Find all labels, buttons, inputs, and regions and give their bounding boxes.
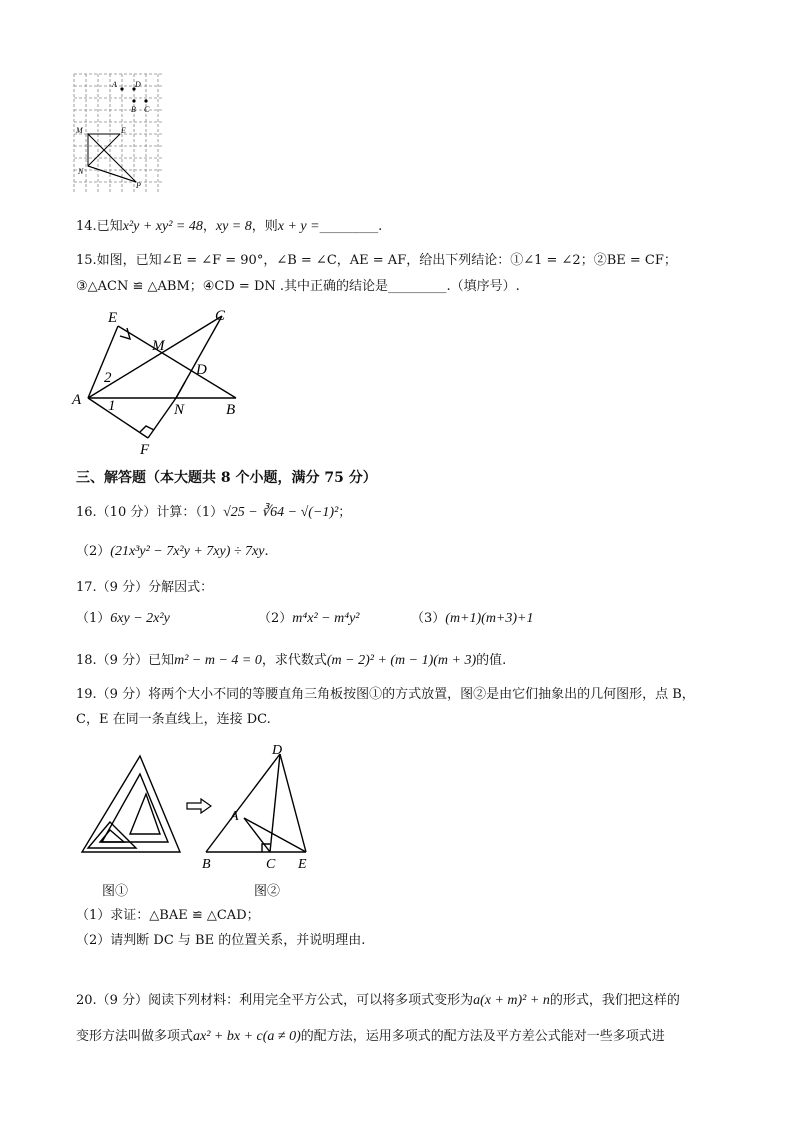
q17-part1 — [76, 610, 170, 628]
q15-label-1: 1 — [108, 398, 116, 414]
q18-prefix: 18.（9 分）已知 — [76, 653, 175, 668]
grid-figure — [70, 70, 170, 194]
q19-figure-2 — [198, 740, 318, 872]
q14-sep: ， — [202, 219, 216, 234]
grid-label-a: A — [112, 80, 117, 89]
q18-end: 的值. — [476, 653, 507, 668]
q16-prefix2: （2） — [76, 544, 111, 559]
q19-part2: （2）请判断 DC 与 BE 的位置关系，并说明理由. — [76, 933, 366, 948]
q15-label-a: A — [72, 392, 82, 408]
q19-part1: （1）求证：△BAE ≌ △CAD； — [76, 908, 260, 923]
q20-prefix1: 20.（9 分）阅读下列材料：利用完全平方公式，可以将多项式变形为 — [76, 993, 474, 1008]
q20-suffix2: 的配方法，运用多项式的配方法及平方差公式能对一些多项式进 — [300, 1029, 665, 1044]
q20-expr1: a(x + m)² + n — [473, 993, 550, 1008]
fig1-caption: 图① — [102, 884, 129, 899]
q17-part2 — [258, 610, 360, 628]
grid-label-p: P — [136, 181, 141, 190]
q15-label-c: C — [215, 308, 226, 324]
q15-label-n: N — [174, 402, 185, 418]
fig2-label-e: E — [298, 857, 307, 872]
fig2-label-d: D — [272, 743, 283, 758]
q14-prefix: 14.已知 — [76, 219, 123, 234]
q17-p2-expr: m⁴x² − m⁴y² — [292, 611, 360, 626]
section-3-title: 三、解答题（本大题共 8 个小题，满分 75 分） — [76, 470, 377, 486]
q14-blank: _________ — [319, 219, 379, 234]
grid-label-e: E — [121, 126, 126, 135]
question-19-line2: C，E 在同一条直线上，连接 DC. — [76, 712, 271, 727]
grid-label-d: D — [135, 80, 141, 89]
q15-label-m: M — [152, 338, 165, 354]
fig2-label-b: B — [202, 857, 211, 872]
q16-end1: ； — [338, 505, 352, 520]
q17-p3-expr: (m+1)(m+3)+1 — [445, 611, 534, 626]
question-20-line1 — [76, 992, 680, 1010]
question-20-line2 — [76, 1028, 665, 1046]
question-16-part2 — [76, 543, 269, 561]
q15-label-b: B — [226, 402, 236, 418]
q14-eq2: xy = 8 — [215, 219, 252, 234]
q16-prefix: 16.（10 分）计算：（1） — [76, 505, 224, 520]
q15-label-2: 2 — [104, 370, 112, 386]
fig2-caption: 图② — [254, 884, 281, 899]
q16-end2: . — [264, 544, 269, 559]
question-17-title: 17.（9 分）分解因式： — [76, 580, 214, 595]
grid-label-c: C — [144, 105, 150, 114]
grid-label-m: M — [76, 126, 83, 135]
q15-label-f: F — [140, 442, 150, 458]
q17-p1-label: （1） — [76, 611, 111, 626]
fig2-label-a: A — [230, 809, 239, 824]
q14-mid: ，则 — [251, 219, 278, 234]
q17-p1-expr: 6xy − 2x²y — [110, 611, 170, 626]
q20-expr2: ax² + bx + c(a ≠ 0) — [193, 1029, 301, 1044]
question-15-line1: 15.如图，已知∠E = ∠F = 90°，∠B = ∠C，AE = AF，给出下列结论：①∠1 = ∠2；②BE = CF； — [76, 253, 677, 268]
q20-suffix1: 的形式，我们把这样的 — [549, 993, 680, 1008]
grid-label-n: N — [78, 167, 84, 176]
q16-expr2: (21x³y² − 7x²y + 7xy) ÷ 7xy — [110, 544, 265, 559]
question-15-line2: ③△ACN ≌ △ABM；④CD = DN .其中正确的结论是_________.（填序号）. — [76, 279, 520, 294]
q14-eq1: x²y + xy² = 48 — [122, 219, 203, 234]
q18-eq2: (m − 2)² + (m − 1)(m + 3) — [326, 653, 477, 668]
q16-expr1: √25 − ∛64 − √(−1)² — [223, 505, 339, 520]
q17-part3 — [411, 610, 534, 628]
fig2-label-c: C — [266, 857, 276, 872]
q18-eq1: m² − m − 4 = 0 — [174, 653, 262, 668]
q20-prefix2: 变形方法叫做多项式 — [76, 1029, 194, 1044]
q17-p2-label: （2） — [258, 611, 293, 626]
q15-figure — [70, 306, 250, 458]
grid-label-b: B — [131, 105, 136, 114]
q18-mid: ，求代数式 — [261, 653, 327, 668]
q19-figure-1 — [80, 752, 190, 860]
q14-eq3: x + y = — [277, 219, 320, 234]
question-16-part1 — [76, 504, 351, 522]
question-14 — [76, 218, 382, 236]
q14-end: . — [378, 219, 383, 234]
question-18 — [76, 652, 506, 670]
question-19-line1: 19.（9 分）将两个大小不同的等腰直角三角板按图①的方式放置，图②是由它们抽象出的几何图形，点 B， — [76, 687, 695, 702]
q17-p3-label: （3） — [411, 611, 446, 626]
q15-label-e: E — [108, 310, 118, 326]
q15-label-d: D — [196, 362, 207, 378]
